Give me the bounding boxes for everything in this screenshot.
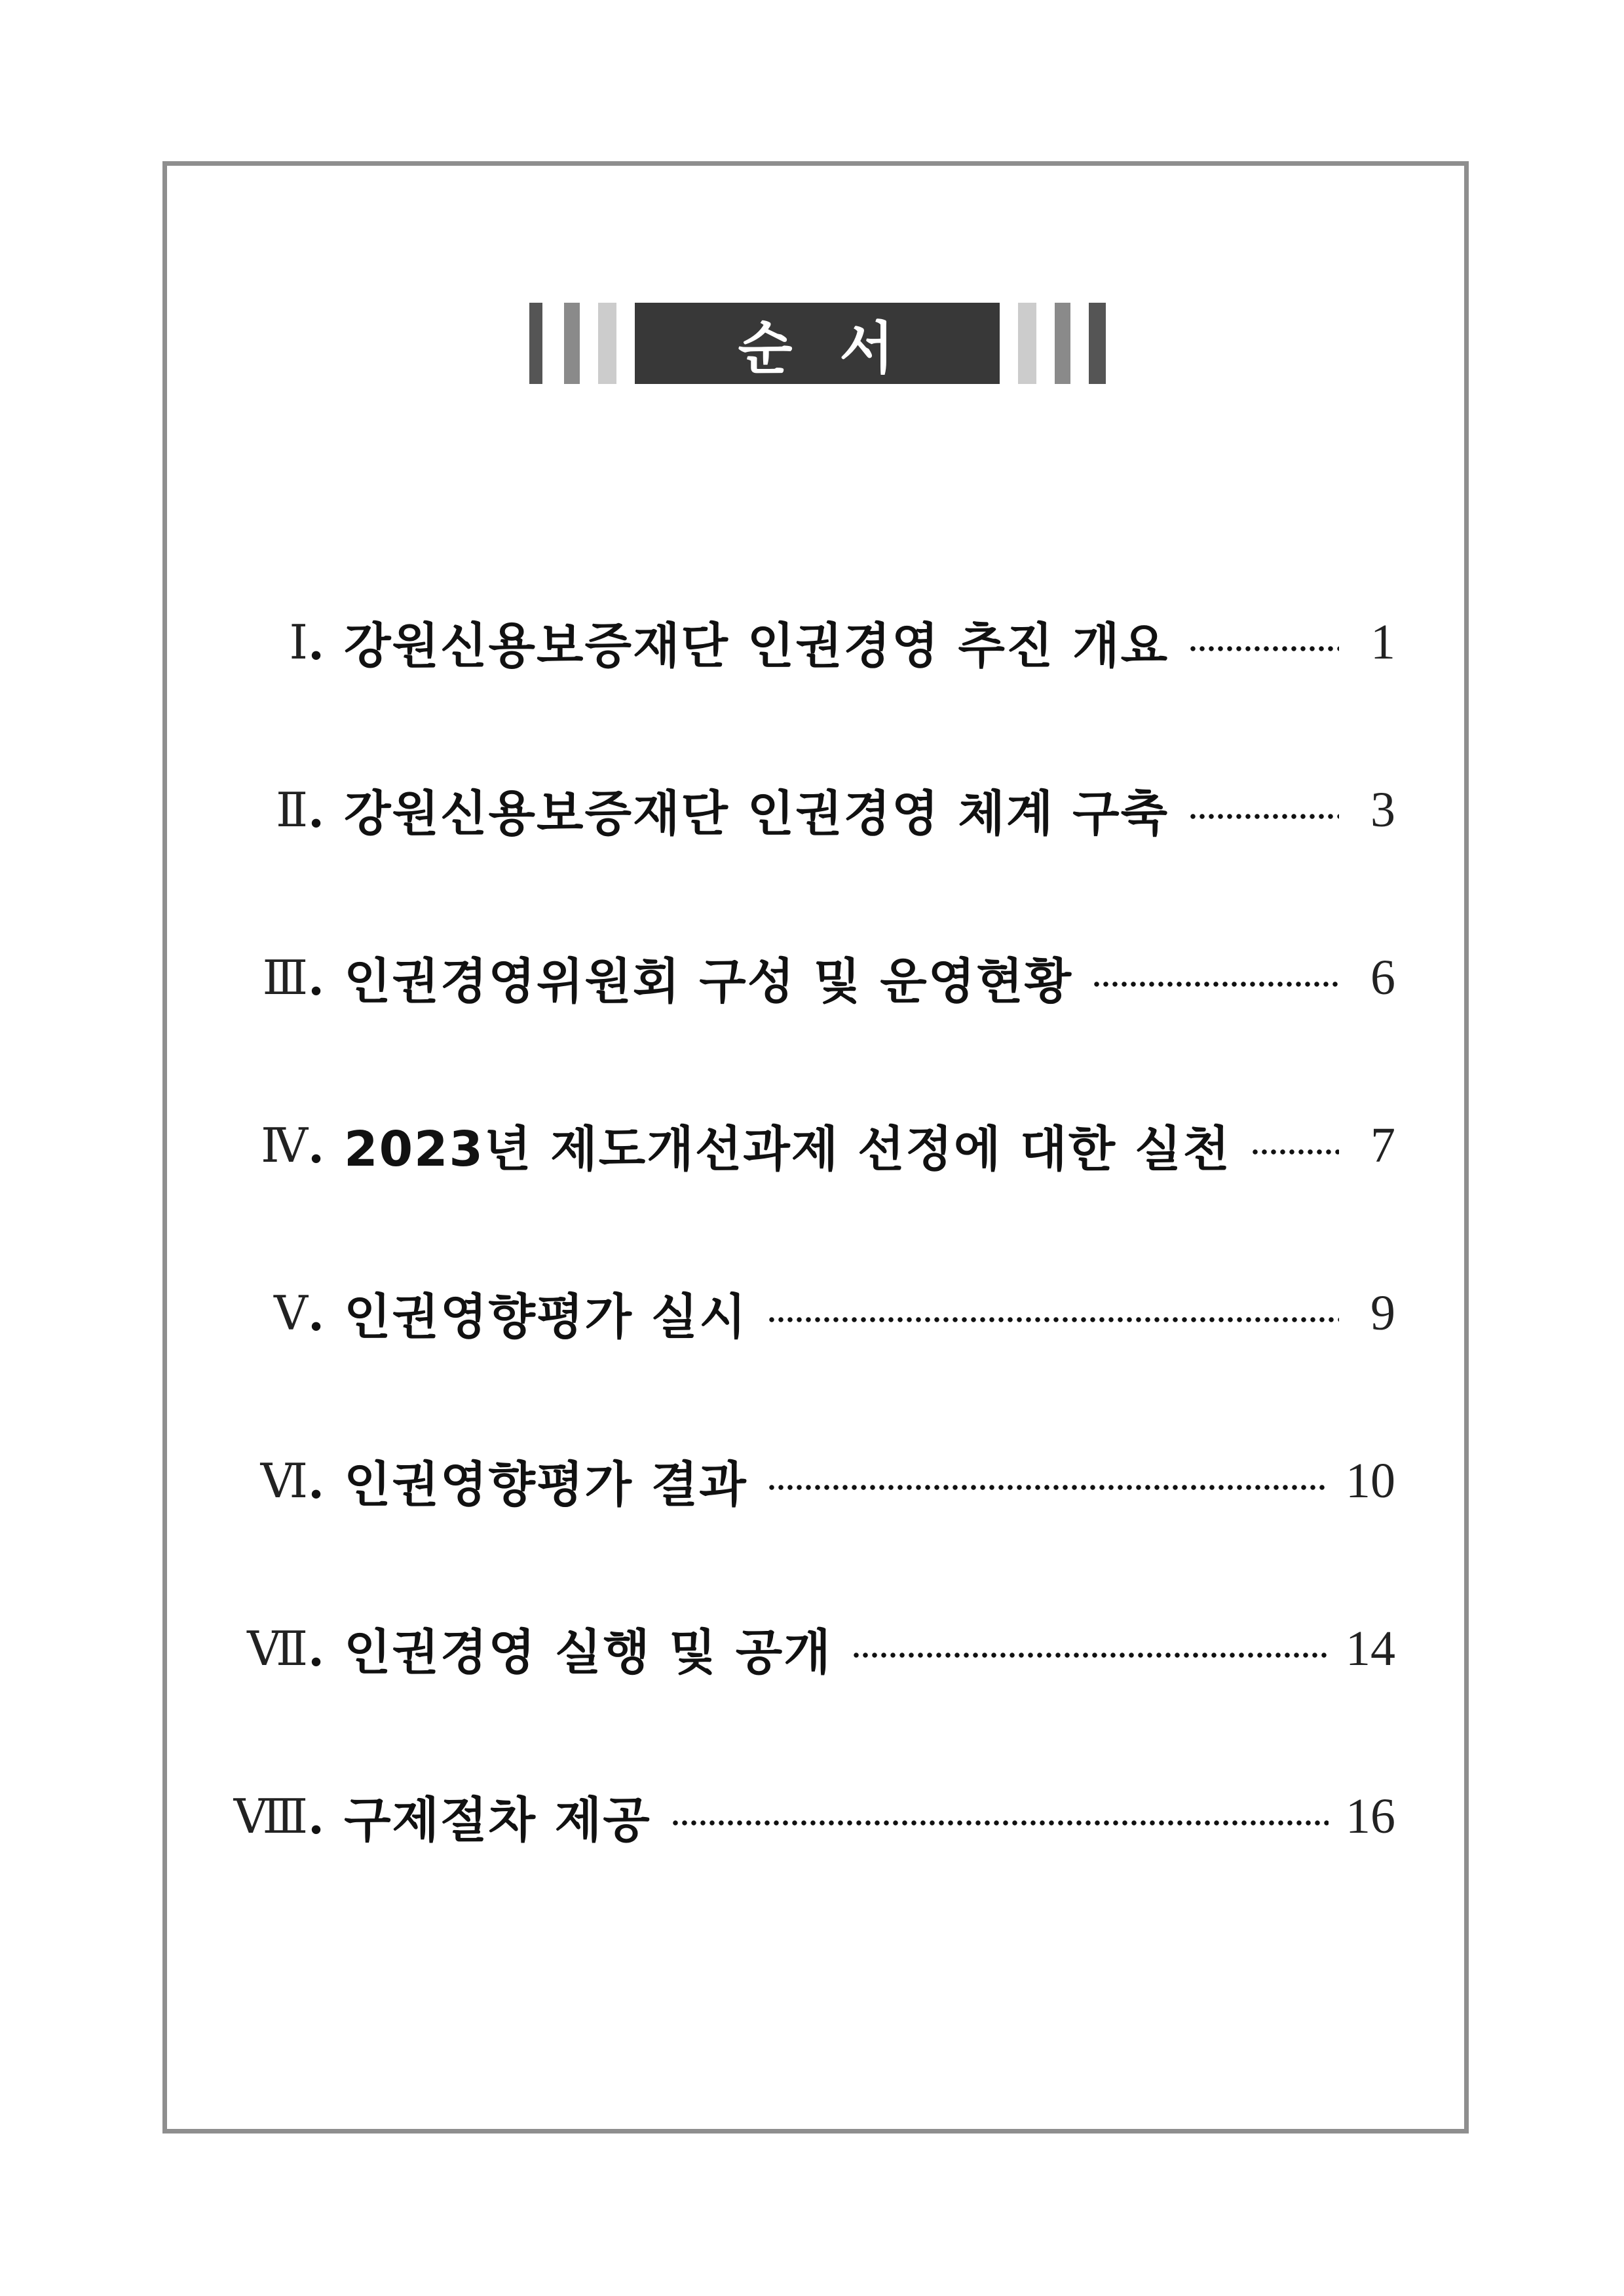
- toc-numeral: Ⅴ: [274, 1286, 308, 1341]
- toc-item-3[interactable]: [216, 938, 1395, 1017]
- toc-page-number: 3: [1370, 782, 1395, 837]
- toc-title: 강원신용보증재단 인권경영 체계 구축: [344, 786, 1169, 842]
- toc-numeral: Ⅷ: [233, 1789, 308, 1844]
- toc-title: 인권영향평가 실시: [344, 1289, 747, 1345]
- toc-page-number: 16: [1346, 1788, 1395, 1844]
- dot-leader: [671, 1819, 1329, 1827]
- toc-title: 인권영향평가 결과: [344, 1457, 747, 1513]
- dot-leader: [767, 1483, 1329, 1491]
- table-of-contents: [216, 0, 1395, 2296]
- toc-title: 구제절차 제공: [344, 1792, 651, 1848]
- toc-separator: .: [308, 1788, 325, 1845]
- toc-separator: .: [308, 1117, 325, 1174]
- toc-title: 인권경영 실행 및 공개: [344, 1624, 832, 1681]
- toc-separator: .: [308, 949, 325, 1006]
- dot-leader: [1188, 813, 1339, 820]
- toc-item-6[interactable]: [216, 1442, 1395, 1520]
- toc-separator: .: [308, 614, 325, 670]
- toc-title: 인권경영위원회 구성 및 운영현황: [344, 953, 1073, 1010]
- toc-page-number: 7: [1370, 1117, 1395, 1173]
- dot-leader: [1251, 1148, 1339, 1156]
- toc-separator: .: [308, 1285, 325, 1341]
- toc-item-4[interactable]: [216, 1106, 1395, 1185]
- page-title: 순 서: [635, 303, 1000, 384]
- toc-title: 2023년 제도개선과제 선정에 대한 실천: [344, 1121, 1231, 1177]
- toc-numeral: Ⅳ: [261, 1118, 308, 1173]
- toc-item-5[interactable]: [216, 1274, 1395, 1352]
- dot-leader: [852, 1651, 1329, 1659]
- dot-leader: [1188, 645, 1339, 653]
- toc-separator: .: [308, 1453, 325, 1509]
- toc-page-number: 10: [1346, 1453, 1395, 1508]
- toc-title: 강원신용보증재단 인권경영 추진 개요: [344, 618, 1169, 674]
- toc-page-number: 6: [1370, 949, 1395, 1005]
- toc-numeral: Ⅰ: [289, 615, 308, 670]
- toc-item-1[interactable]: [216, 603, 1395, 681]
- toc-separator: .: [308, 782, 325, 838]
- toc-page-number: 9: [1370, 1285, 1395, 1341]
- dot-leader: [1092, 980, 1339, 988]
- toc-item-8[interactable]: [216, 1777, 1395, 1856]
- dot-leader: [767, 1316, 1339, 1324]
- toc-numeral: Ⅶ: [247, 1621, 308, 1676]
- toc-numeral: Ⅲ: [262, 950, 308, 1005]
- toc-item-2[interactable]: [216, 771, 1395, 849]
- toc-separator: .: [308, 1620, 325, 1677]
- toc-page-number: 14: [1346, 1620, 1395, 1676]
- toc-page-number: 1: [1370, 614, 1395, 670]
- toc-numeral: Ⅱ: [276, 782, 308, 837]
- toc-item-7[interactable]: [216, 1609, 1395, 1688]
- toc-numeral: Ⅵ: [260, 1453, 308, 1508]
